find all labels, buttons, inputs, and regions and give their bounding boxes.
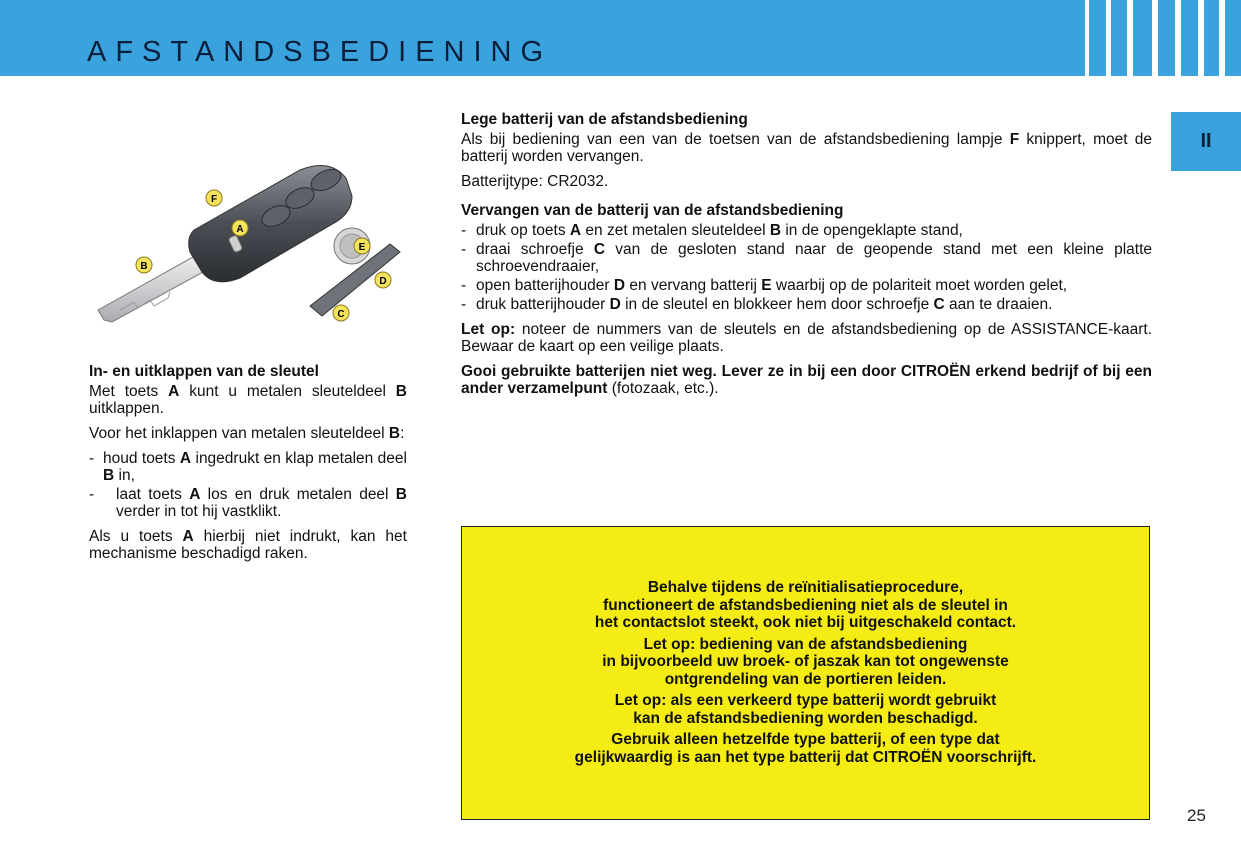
header-stripe (1198, 0, 1204, 76)
label-d (375, 272, 391, 288)
svg-text:F: F (210, 194, 218, 205)
svg-text:B: B (140, 261, 148, 272)
warning-paragraph: Let op: als een verkeerd type batterij wordt gebruikt kan de afstandsbediening worden beschadigd. (614, 692, 997, 727)
note-paragraph: Let op: noteer de nummers van de sleutels en de afstandsbediening op de ASSISTANCE-kaart. Bewaar de kaart op een veilige plaats. (461, 321, 1153, 355)
list-item: - druk op toets A en zet metalen sleuteldeel B in de opengeklapte stand, (461, 222, 963, 239)
right-column (461, 111, 1152, 405)
label-f (206, 190, 222, 206)
paragraph: Als u toets A hierbij niet indrukt, kan het mechanisme beschadigd raken. (89, 528, 407, 562)
warning-box (461, 526, 1150, 820)
section-heading: In- en uitklappen van de sleutel (89, 363, 319, 380)
list-item: - druk batterijhouder D in de sleutel en blokkeer hem door schroefje C aan te draaien. (461, 296, 1053, 313)
section-heading: Vervangen van de batterij van de afstandsbediening (461, 202, 844, 219)
page-number: 25 (1187, 806, 1206, 825)
svg-text:E: E (358, 242, 366, 253)
paragraph: Batterijtype: CR2032. (461, 173, 609, 190)
page-header (0, 0, 1241, 76)
header-stripe (1127, 0, 1133, 76)
paragraph: Voor het inklappen van metalen sleuteldeel B: (89, 425, 405, 442)
paragraph: Als bij bediening van een van de toetsen van de afstandsbediening lampje F knippert, moet de batterij worden vervangen. (461, 131, 1152, 165)
list-item: - laat toets A los en druk metalen deel B verder in tot hij vastklikt. (89, 486, 407, 520)
paragraph: Met toets A kunt u metalen sleuteldeel B uitklappen. (89, 383, 407, 417)
label-c (333, 305, 349, 321)
header-stripe (1175, 0, 1181, 76)
warning-paragraph: Let op: bediening van de afstandsbediening in bijvoorbeeld uw broek- of jaszak kan tot ongewenste ontgrendeling van de portieren leiden. (602, 635, 1009, 688)
label-b (136, 257, 152, 273)
warning-paragraph: Gebruik alleen hetzelfde type batterij, of een type dat gelijkwaardig is aan het type batterij dat CITROËN voorschrijft. (574, 731, 1037, 766)
recycle-paragraph: Gooi gebruikte batterijen niet weg. Lever ze in bij een door CITROËN erkend bedrijf of bij een ander verzamelpunt (fotozaak, etc.). (461, 363, 1152, 397)
header-stripe (1085, 0, 1089, 76)
list-item: - draai schroefje C van de gesloten stand naar de geopende stand met een kleine platte schroevendraaier, (461, 241, 1152, 275)
svg-text:D: D (379, 276, 387, 287)
chapter-tab[interactable]: II (1171, 112, 1241, 171)
warning-paragraph: Behalve tijdens de reïnitialisatieprocedure, functioneert de afstandsbediening niet als de sleutel in het contactslot steekt, ook niet bij uitgeschakeld contact. (594, 579, 1017, 631)
list-item: - open batterijhouder D en vervang batterij E waarbij op de polariteit moet worden gelet, (461, 277, 1068, 294)
left-column (89, 363, 407, 570)
header-stripe (1106, 0, 1111, 76)
page-title: AFSTANDSBEDIENING (87, 36, 553, 68)
svg-text:C: C (337, 309, 345, 320)
header-stripe (1219, 0, 1225, 76)
section-heading: Lege batterij van de afstandsbediening (461, 111, 748, 128)
list-item: - houd toets A ingedrukt en klap metalen deel B in, (89, 450, 407, 484)
label-a (232, 220, 248, 236)
warning-text (462, 579, 1149, 770)
key-fob-illustration (90, 160, 410, 338)
header-stripe (1152, 0, 1158, 76)
svg-text:A: A (236, 224, 244, 235)
label-e (354, 238, 370, 254)
